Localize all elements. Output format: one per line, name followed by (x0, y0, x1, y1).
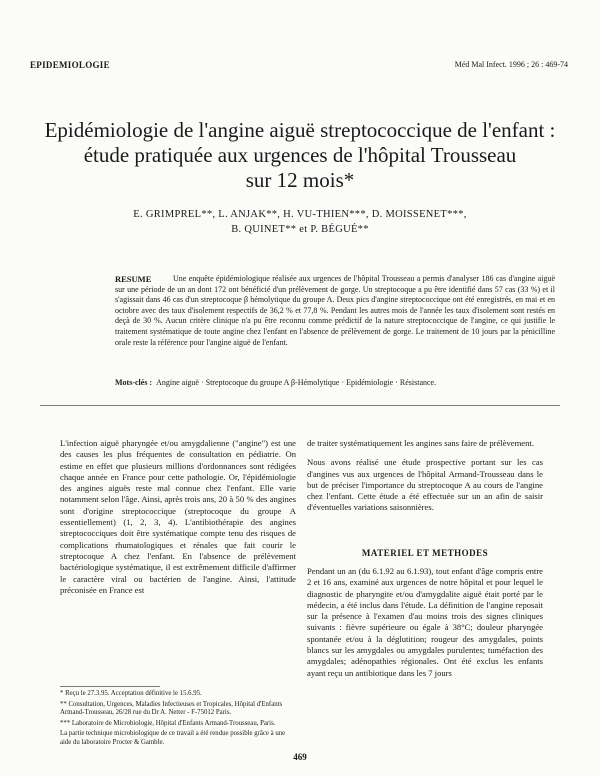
footnote-divider (60, 686, 160, 687)
methods-heading: MATERIEL ET METHODES (361, 548, 489, 558)
abstract-label: RESUME (115, 274, 152, 284)
footnote-affiliation-1: ** Consultation, Urgences, Maladies Infectieuses et Tropicales, Hôpital d'Enfants Armand-Trousseau, 26/28 rue du Dr A. Netter - F-75012 Paris. (60, 700, 283, 717)
footnotes (60, 690, 296, 750)
author-list (60, 207, 540, 237)
body-left-column (60, 438, 296, 604)
page-number: 469 (293, 752, 307, 762)
title-line-3: sur 12 mois* (245, 168, 355, 192)
footnote-received: * Reçu le 27.3.95. Acceptation définitive le 15.6.95. (60, 690, 202, 697)
intro-continuation: de traiter systématiquement les angines sans faire de prélèvement. (307, 438, 534, 448)
abstract-body (115, 274, 555, 348)
authors-line-2: B. QUINET** et P. BÉGUÉ** (231, 224, 369, 235)
title-line-1: Epidémiologie de l'angine aiguë streptococcique de l'enfant : (44, 118, 556, 142)
title-line-2: étude pratiquée aux urgences de l'hôpital Trousseau (83, 143, 517, 167)
article-title (40, 118, 560, 193)
authors-line-1: E. GRIMPREL**, L. ANJAK**, H. VU-THIEN***, D. MOISSENET***, (133, 209, 467, 220)
abstract-divider (40, 405, 560, 406)
footnote-affiliation-2: *** Laboratoire de Microbiologie, Hôpital d'Enfants Armand-Trousseau, Paris. (60, 719, 276, 727)
keywords (115, 378, 555, 388)
body-right-column-top (307, 438, 543, 522)
study-objective-paragraph: Nous avons réalisé une étude prospective portant sur les cas d'angines vus aux urgences de l'hôpital Armand-Trousseau dans le but de préciser l'importance du streptocoque A au cours de l'angine chez l'enfant. Cette étude a été effectuée sur un an afin de saisir d'éventuelles variations saisonnières. (307, 457, 543, 513)
body-right-column-methods (307, 566, 543, 687)
keywords-label: Mots-clés : (115, 378, 153, 387)
footnote-funding: La partie technique microbiologique de ce travail a été rendue possible grâce à une aide du laboratoire Procter & Gamble. (60, 730, 286, 746)
section-label: EPIDEMIOLOGIE (30, 60, 110, 70)
methods-paragraph: Pendant un an (du 6.1.92 au 6.1.93), tout enfant d'âge compris entre 2 et 16 ans, examiné aux urgences de notre hôpital et pour lequel le diagnostic de pharyngite et/ou d'amygdalite aiguë était porté par le médecin, a été inclus dans l'étude. La définition de l'angine reposait sur la présence à l'examen d'au moins trois des signes cliniques suivants : fièvre supérieure ou égale à 38°C; douleur pharyngée spontanée et/ou à la déglutition; rougeur des amygdales, points blancs sur les amygdales ou amygdales purulentes; tuméfaction des amygdales; adénopathies régionales. Ont été exclus les enfants ayant reçu un antibiotique dans les 7 jours (307, 566, 543, 678)
keywords-list: Angine aiguë · Streptocoque du groupe A β-Hémolytique · Epidémiologie · Résistance. (156, 378, 437, 387)
journal-reference: Méd Mal Infect. 1996 ; 26 : 469-74 (454, 60, 568, 69)
abstract-text: Une enquête épidémiologique réalisée aux urgences de l'hôpital Trousseau a permis d'analyser 186 cas d'angine aiguë sur une période de un an dont 172 ont bénéficié d'un prélèvement de gorge. Un streptocoque a pu être identifié dans 57 cas (33 %) et il s'agissait dans 46 cas d'un streptocoque β hémolytique du groupe A. Deux pics d'angine streptococcique ont été enregistrés, en mai et en octobre avec des taux d'isolement respectifs de 36,2 % et 77,8 %. Pendant les autres mois de l'année les taux d'isolement sont restés en deçà de 30 %. Aucun critère clinique n'a pu être reconnu comme prédictif de la nature streptococcique de l'angine, ce qui justifie le traitement systématique de toute angine chez l'enfant en l'absence de prélèvement de gorge. Le traitement de 10 jours par la pénicilline orale reste la référence pour l'angine aiguë de l'enfant. (115, 274, 555, 347)
intro-paragraph: L'infection aiguë pharyngée et/ou amygdalienne ("angine") est une des causes les plus fréquentes de consultation en pédiatrie. On estime en effet que plusieurs millions d'ordonnances sont rédigées chaque année en France pour cette pathologie. Or, l'épidémiologie des angines aiguës reste mal connue chez l'enfant. Elle varie notamment selon l'âge. Ainsi, après trois ans, 20 à 50 % des angines sont d'origine streptococcique (streptocoque du groupe A essentiellement) (1, 2, 3, 4). L'antibiothérapie des angines streptococciques doit être systématique compte tenu des risques de complications rhumatologiques et rénales que fait courir le streptocoque A chez l'enfant. En l'absence de prélèvement bactériologique systématique, il est extrêmement difficile d'affirmer le caractère viral ou bactérien de l'angine. Ainsi, l'attitude préconisée en France est (60, 438, 296, 595)
